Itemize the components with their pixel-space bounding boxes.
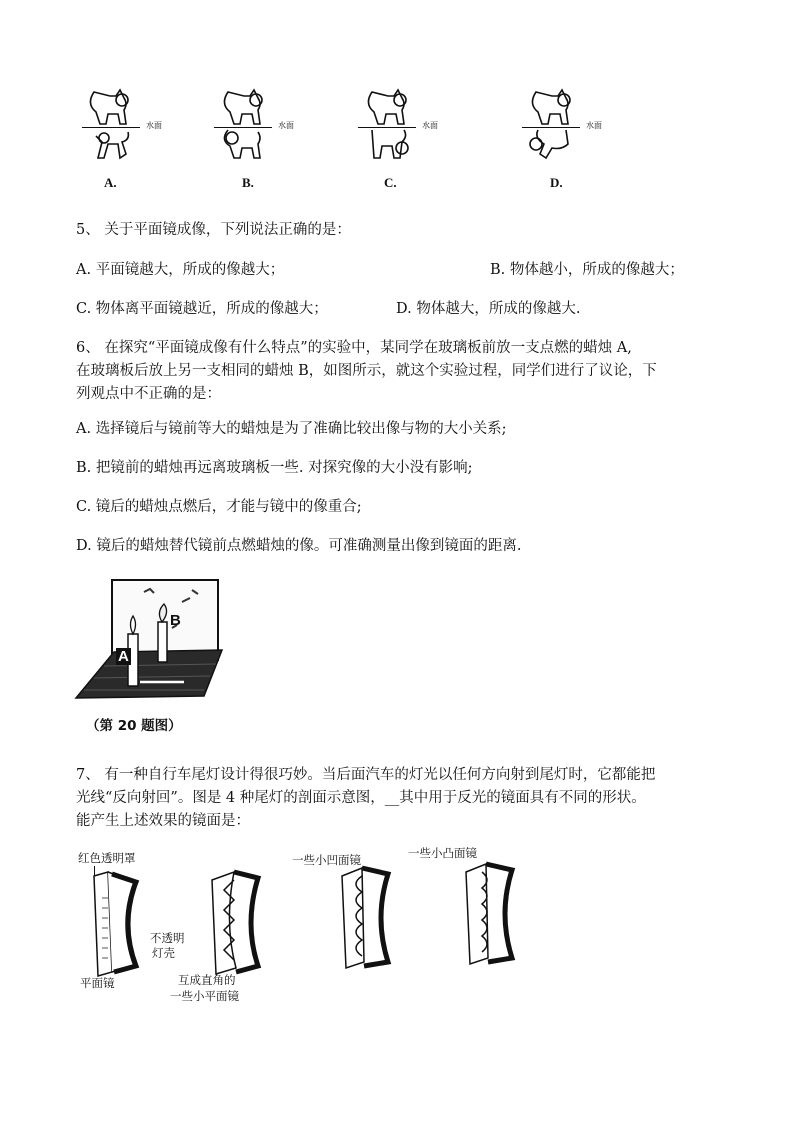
- q7-stem-line2: 光线“反向射回”。图是 4 种尾灯的剖面示意图，__其中用于反光的镜面具有不同的形状。: [76, 790, 646, 806]
- taillight-concave-mirrors: [336, 862, 396, 972]
- label-right-angle-2: 一些小平面镜: [170, 989, 239, 1003]
- q6-stem-line3: 列观点中不正确的是：: [76, 386, 221, 402]
- q6-option-d[interactable]: D. 镜后的蜡烛替代镜前点燃蜡烛的像。可准确测量出像到镜面的距离.: [76, 538, 522, 554]
- option-a-water-line: [82, 127, 140, 128]
- option-b-water-line: [214, 127, 272, 128]
- candle-glass-figure: [74, 578, 234, 703]
- label-opaque-shell-1: 不透明: [150, 931, 185, 945]
- q6-option-c[interactable]: C. 镜后的蜡烛点燃后，才能与镜中的像重合;: [76, 499, 362, 515]
- q6-stem-line2: 在玻璃板后放上另一支相同的蜡烛 B，如图所示，就这个实验过程，同学们进行了议论，下: [76, 363, 657, 379]
- option-b-surface-label: 水面: [278, 121, 294, 130]
- option-d-water-line: [522, 127, 580, 128]
- q5-option-a[interactable]: A. 平面镜越大，所成的像越大；: [76, 262, 285, 278]
- q6-stem-line1: 6、 在探究“平面镜成像有什么特点”的实验中，某同学在玻璃板前放一支点燃的蜡烛 A,: [76, 340, 632, 356]
- label-red-cover: 红色透明罩: [78, 851, 136, 865]
- pointer-red-cover: [94, 866, 105, 876]
- q6-option-a[interactable]: A. 选择镜后与镜前等大的蜡烛是为了准确比较出像与物的大小关系;: [76, 421, 507, 437]
- label-right-angle-1: 互成直角的: [178, 973, 236, 987]
- option-c-surface-label: 水面: [422, 121, 438, 130]
- figure-20-caption: （第 20 题图）: [86, 718, 182, 734]
- q7-stem-line1: 7、 有一种自行车尾灯设计得很巧妙。当后面汽车的灯光以任何方向射到尾灯时，它都能把: [76, 767, 656, 783]
- taillight-convex-mirrors: [460, 858, 520, 968]
- label-convex-mirrors: 一些小凸面镜: [408, 846, 477, 860]
- candle-b-label: B: [170, 612, 181, 629]
- q5-stem: 5、 关于平面镜成像，下列说法正确的是：: [76, 222, 351, 238]
- taillight-right-angle-mirrors: [206, 868, 266, 978]
- q5-option-b[interactable]: B. 物体越小，所成的像越大；: [490, 262, 684, 278]
- option-c-label: C.: [384, 175, 397, 190]
- q5-option-d[interactable]: D. 物体越大，所成的像越大.: [396, 301, 581, 317]
- q5-option-c[interactable]: C. 物体离平面镜越近，所成的像越大；: [76, 301, 328, 317]
- option-d-label: D.: [550, 175, 563, 190]
- candle-a-label: A: [118, 648, 129, 665]
- option-b-label: B.: [242, 175, 254, 190]
- label-concave-mirrors: 一些小凹面镜: [292, 853, 361, 867]
- option-c-water-line: [358, 127, 416, 128]
- label-opaque-shell-2: 灯壳: [152, 946, 175, 960]
- q6-option-b[interactable]: B. 把镜前的蜡烛再远离玻璃板一些. 对探究像的大小没有影响;: [76, 460, 473, 476]
- label-flat-mirror: 平面镜: [80, 976, 115, 990]
- option-a-surface-label: 水面: [146, 121, 162, 130]
- taillight-flat-mirror: [90, 868, 160, 978]
- option-d-surface-label: 水面: [586, 121, 602, 130]
- option-a-label: A.: [104, 175, 117, 190]
- q7-stem-line3: 能产生上述效果的镜面是：: [76, 813, 250, 829]
